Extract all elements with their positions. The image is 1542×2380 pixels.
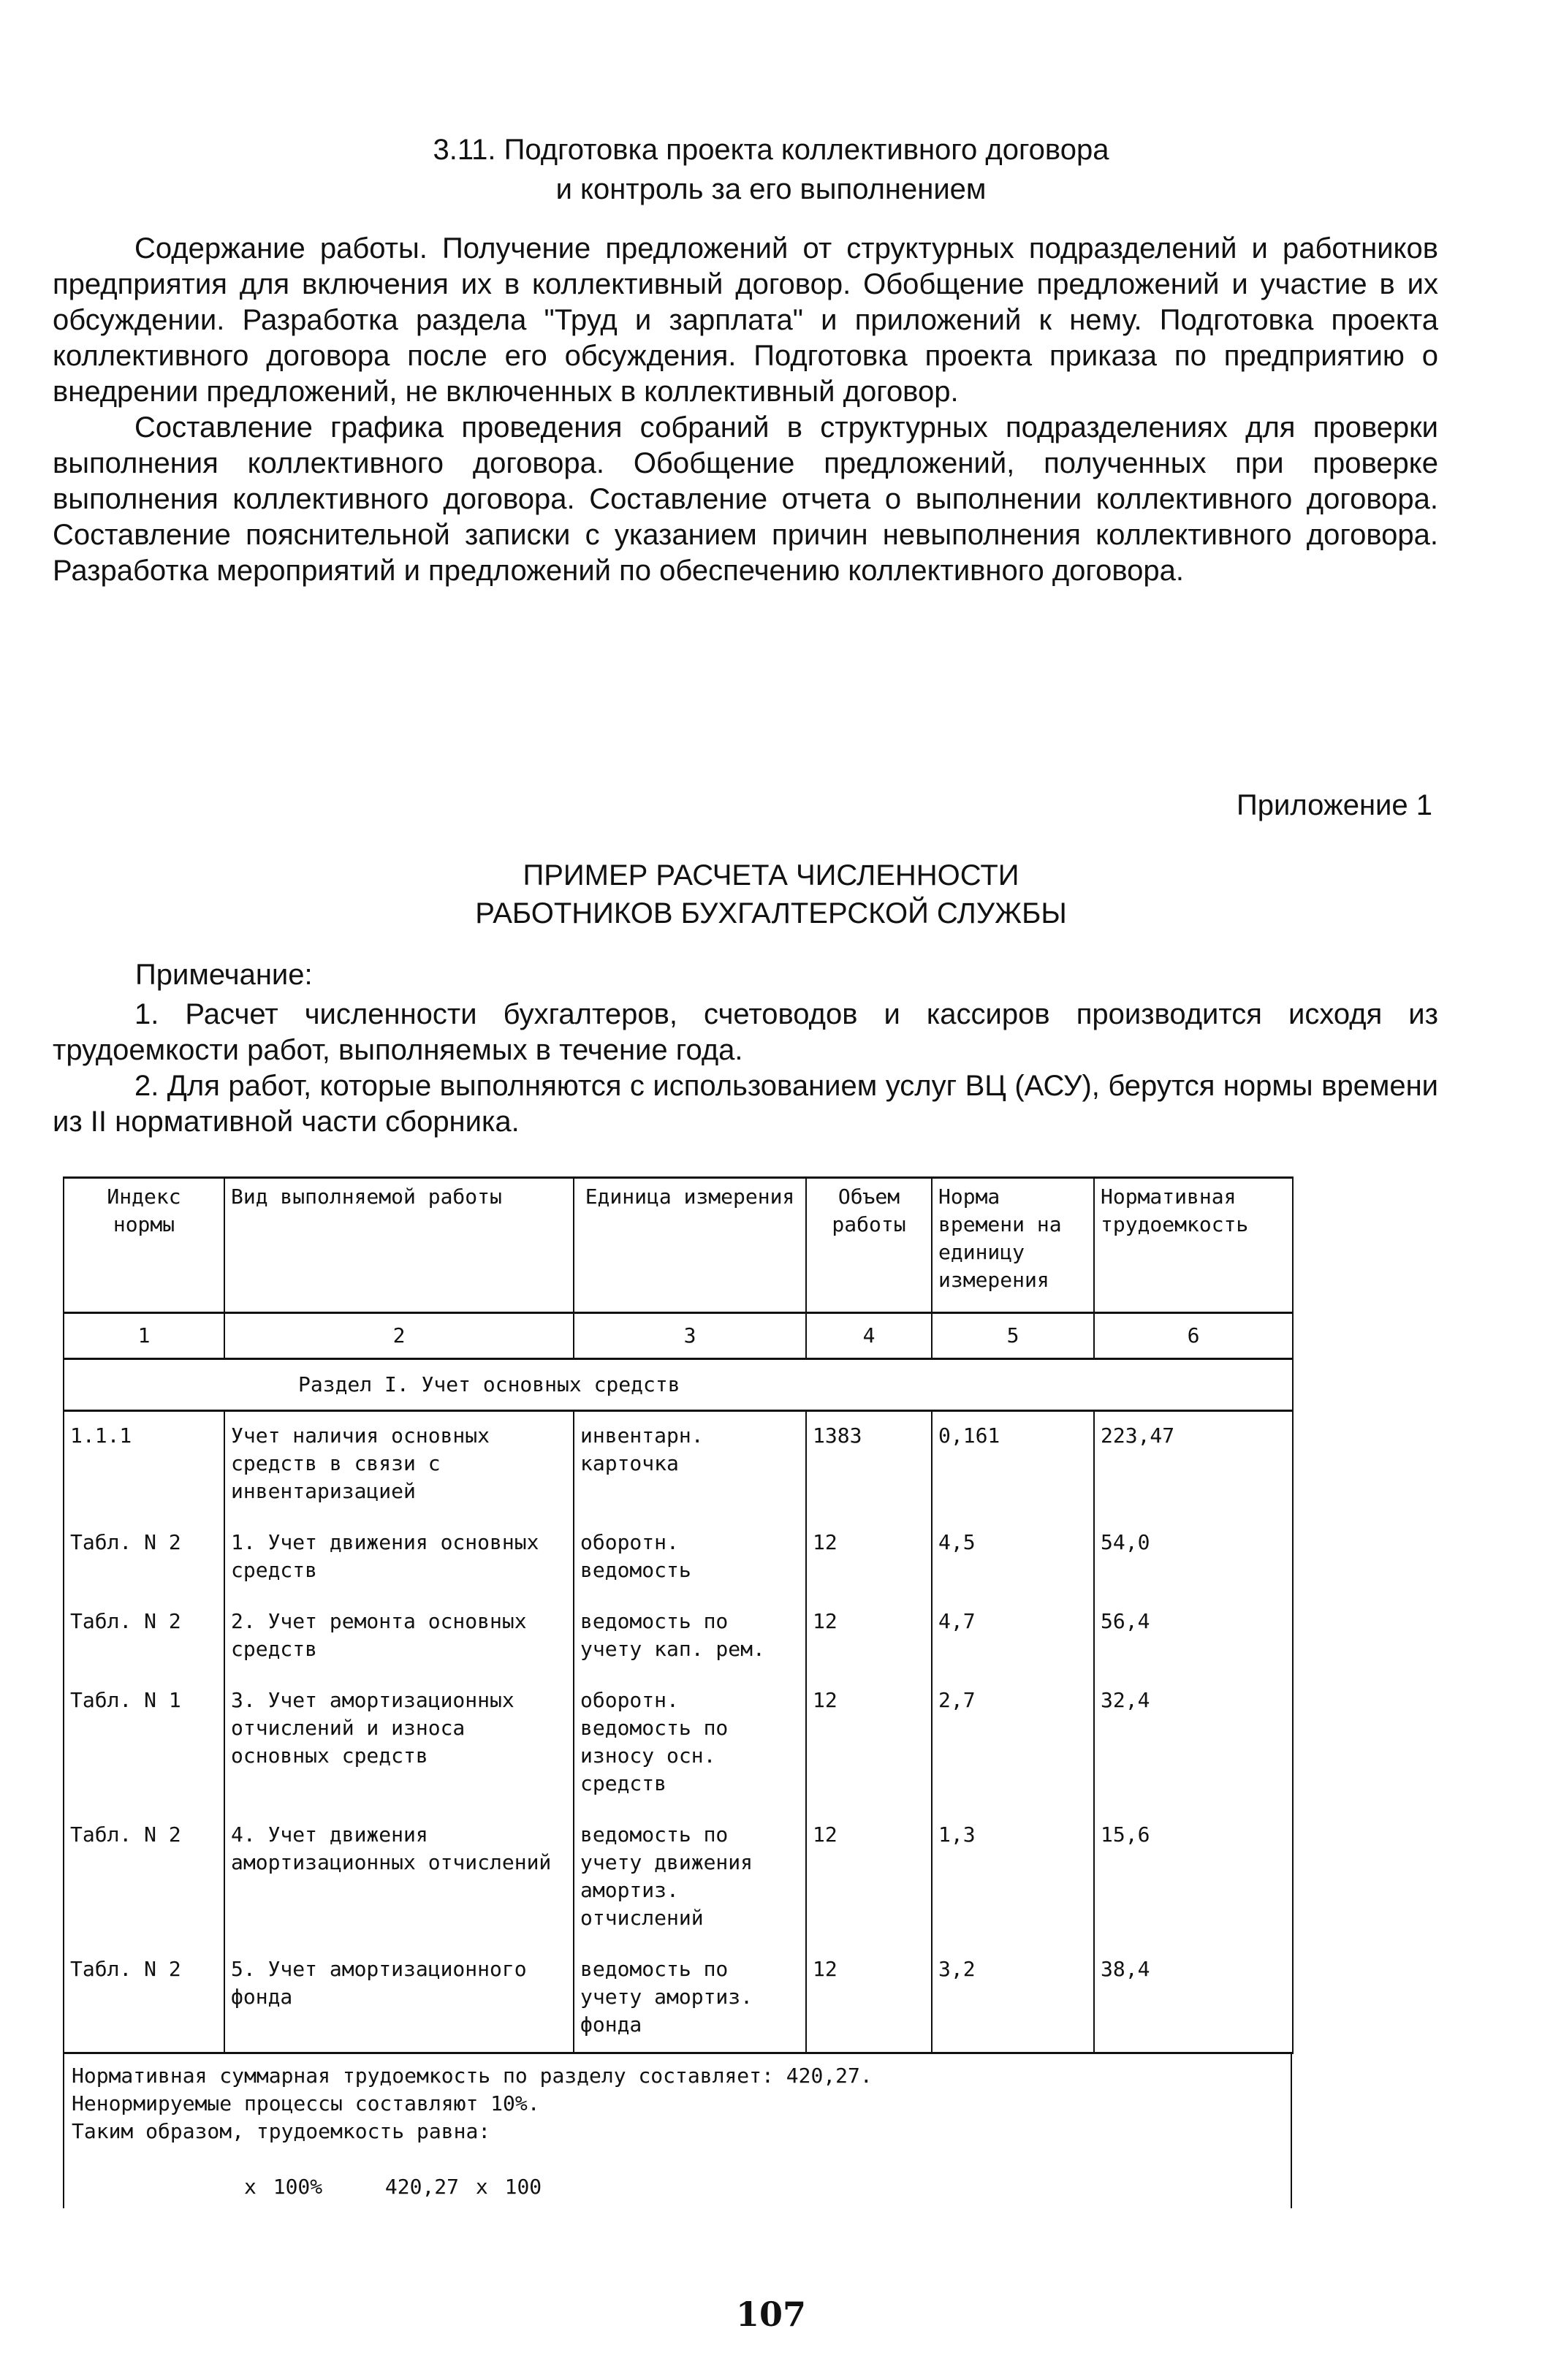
- cell-labor-intensity: 38,4: [1094, 1945, 1293, 2053]
- cell-work-type: 2. Учет ремонта основных средств: [224, 1597, 574, 1676]
- cell-index: Табл. N 2: [64, 1811, 224, 1945]
- cell-time-norm: 3,2: [932, 1945, 1094, 2053]
- appendix-title-line1: ПРИМЕР РАСЧЕТА ЧИСЛЕННОСТИ: [523, 859, 1019, 891]
- summary-line: Нормативная суммарная трудоемкость по разделу составляет: 420,27.: [72, 2064, 873, 2088]
- column-number: 2: [224, 1313, 574, 1359]
- cell-time-norm: 0,161: [932, 1411, 1094, 1519]
- section-title-line2: и контроль за его выполнением: [555, 173, 987, 205]
- summary-line: Таким образом, трудоемкость равна:: [72, 2119, 491, 2143]
- section-title-line1: 3.11. Подготовка проекта коллективного договора: [433, 134, 1109, 166]
- cell-unit: оборотн. ведомость: [574, 1518, 806, 1597]
- header-time-norm: Норма времени на единицу измерения: [932, 1178, 1094, 1313]
- column-number: 6: [1094, 1313, 1293, 1359]
- norms-table: [63, 1176, 1294, 2054]
- cell-unit: ведомость по учету амортиз. фонда: [574, 1945, 806, 2053]
- paragraph: Составление графика проведения собраний в структурных подразделениях для проверки выполнения коллективного договора. Обобщение предложений, полученных при проверке выполнения коллективного договора. Составление отчета о выполнении коллективного договора. Составление пояснительной записки с указанием причин невыполнения коллективного договора. Разработка мероприятий и предложений по обеспечению коллективного договора.: [53, 411, 1438, 587]
- column-number-row: [64, 1313, 1293, 1359]
- cell-index: Табл. N 1: [64, 1676, 224, 1811]
- section-row-title: Раздел I. Учет основных средств: [64, 1359, 1293, 1411]
- norms-table-wrapper: [63, 1176, 1292, 2054]
- summary-line: Ненормируемые процессы составляют 10%.: [72, 2091, 540, 2115]
- section-row: [64, 1359, 1293, 1411]
- column-number: 1: [64, 1313, 224, 1359]
- page-number: 107: [735, 2295, 807, 2334]
- header-index: Индекс нормы: [64, 1178, 224, 1313]
- table-row: [64, 1411, 1293, 1519]
- cell-labor-intensity: 15,6: [1094, 1811, 1293, 1945]
- note-item: 2. Для работ, которые выполняются с использованием услуг ВЦ (АСУ), берутся нормы времени из II нормативной части сборника.: [53, 1070, 1438, 1138]
- section-title: [0, 130, 1542, 209]
- cell-time-norm: 4,7: [932, 1597, 1094, 1676]
- cell-work-type: 3. Учет амортизационных отчислений и износа основных средств: [224, 1676, 574, 1811]
- header-volume: Объем работы: [806, 1178, 932, 1313]
- cell-labor-intensity: 54,0: [1094, 1518, 1293, 1597]
- appendix-label: Приложение 1: [1237, 789, 1432, 821]
- note-item: 1. Расчет численности бухгалтеров, счетоводов и кассиров производится исходя из трудоемкости работ, выполняемых в течение года.: [53, 998, 1438, 1066]
- cell-labor-intensity: 56,4: [1094, 1597, 1293, 1676]
- formula-left: x 100%: [244, 2175, 323, 2199]
- cell-volume: 12: [806, 1945, 932, 2053]
- table-header-row: [64, 1178, 1293, 1313]
- table-row: [64, 1945, 1293, 2053]
- cell-volume: 12: [806, 1676, 932, 1811]
- paragraph: Содержание работы. Получение предложений от структурных подразделений и работников предприятия для включения их в коллективный договор. Обобщение предложений и участие в их обсуждении. Разработка раздела "Труд и зарплата" и приложений к нему. Подготовка проекта коллективного договора после его обсуждения. Подготовка проекта приказа по предприятию о внедрении предложений, не включенных в коллективный договор.: [53, 232, 1438, 408]
- cell-labor-intensity: 223,47: [1094, 1411, 1293, 1519]
- cell-volume: 1383: [806, 1411, 932, 1519]
- table-row: [64, 1676, 1293, 1811]
- cell-index: Табл. N 2: [64, 1518, 224, 1597]
- cell-index: Табл. N 2: [64, 1945, 224, 2053]
- header-labor-intensity: Нормативная трудоемкость: [1094, 1178, 1293, 1313]
- appendix-title: [0, 856, 1542, 932]
- cell-unit: оборотн. ведомость по износу осн. средств: [574, 1676, 806, 1811]
- section-body: [53, 231, 1438, 589]
- table-row: [64, 1597, 1293, 1676]
- column-number: 3: [574, 1313, 806, 1359]
- table-summary: [63, 2052, 1292, 2208]
- cell-work-type: Учет наличия основных средств в связи с инвентаризацией: [224, 1411, 574, 1519]
- cell-work-type: 1. Учет движения основных средств: [224, 1518, 574, 1597]
- table-row: [64, 1518, 1293, 1597]
- header-unit: Единица измерения: [574, 1178, 806, 1313]
- column-number: 5: [932, 1313, 1094, 1359]
- cell-unit: ведомость по учету кап. рем.: [574, 1597, 806, 1676]
- cell-unit: инвентарн. карточка: [574, 1411, 806, 1519]
- formula-right: 420,27 x 100: [384, 2175, 542, 2199]
- cell-volume: 12: [806, 1811, 932, 1945]
- note-label: Примечание:: [135, 959, 313, 991]
- cell-volume: 12: [806, 1518, 932, 1597]
- summary-formula: [72, 2173, 1283, 2201]
- cell-time-norm: 1,3: [932, 1811, 1094, 1945]
- cell-work-type: 4. Учет движения амортизационных отчислений: [224, 1811, 574, 1945]
- cell-index: Табл. N 2: [64, 1597, 224, 1676]
- cell-labor-intensity: 32,4: [1094, 1676, 1293, 1811]
- notes: [53, 997, 1438, 1140]
- cell-unit: ведомость по учету движения амортиз. отчислений: [574, 1811, 806, 1945]
- cell-work-type: 5. Учет амортизационного фонда: [224, 1945, 574, 2053]
- cell-volume: 12: [806, 1597, 932, 1676]
- appendix-title-line2: РАБОТНИКОВ БУХГАЛТЕРСКОЙ СЛУЖБЫ: [475, 897, 1067, 929]
- column-number: 4: [806, 1313, 932, 1359]
- header-work-type: Вид выполняемой работы: [224, 1178, 574, 1313]
- table-row: [64, 1811, 1293, 1945]
- cell-time-norm: 2,7: [932, 1676, 1094, 1811]
- cell-time-norm: 4,5: [932, 1518, 1094, 1597]
- cell-index: 1.1.1: [64, 1411, 224, 1519]
